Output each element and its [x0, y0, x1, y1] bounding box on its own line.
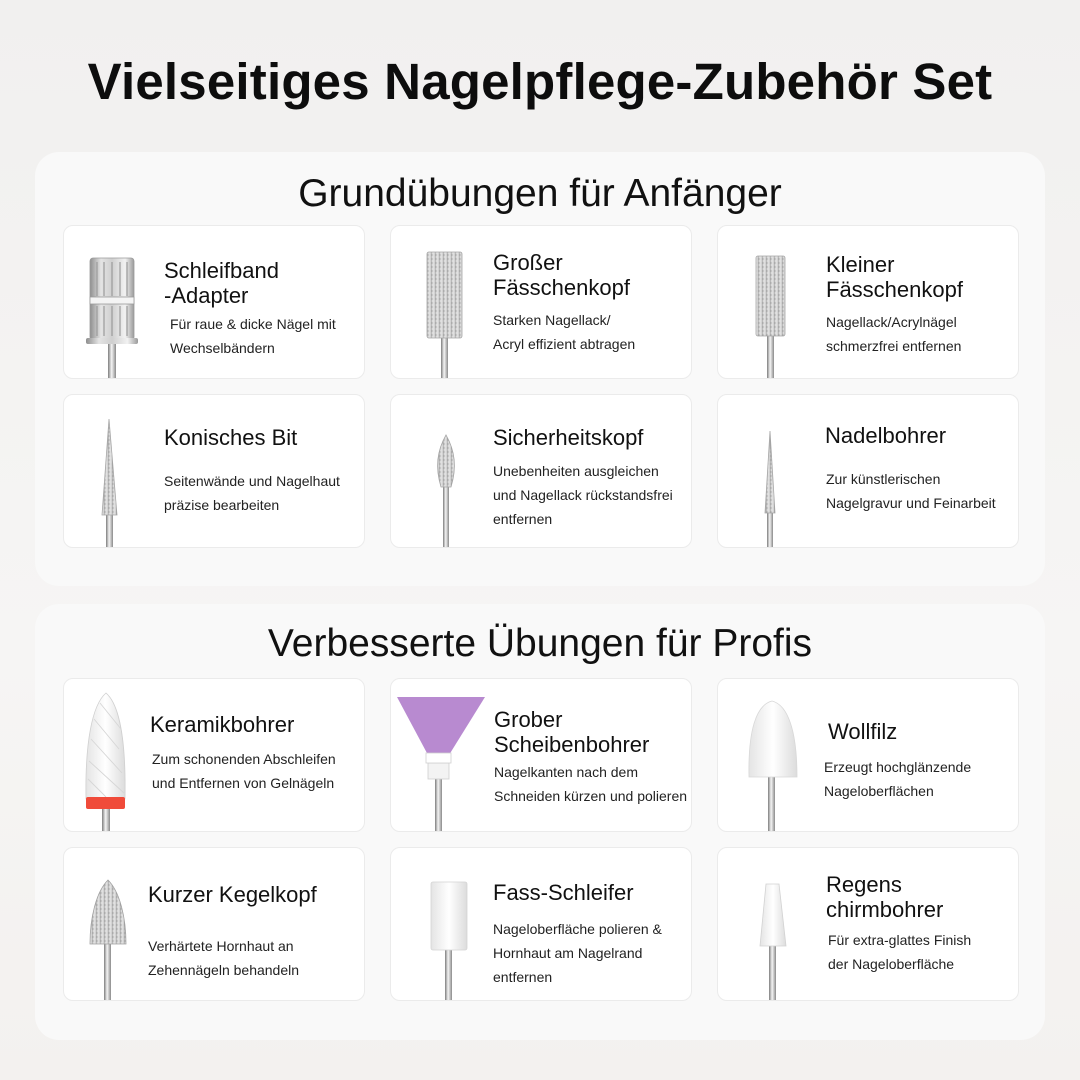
section-heading: Grundübungen für Anfänger — [298, 172, 782, 215]
product-name: Schleifband -Adapter — [164, 258, 279, 308]
product-description: Nageloberfläche polieren & Hornhaut am Nagelrand entfernen — [493, 921, 662, 985]
product-description: Für raue & dicke Nägel mit Wechselbändern — [170, 316, 336, 356]
product-name: Nadelbohrer — [825, 423, 947, 448]
product-name: Großer Fässchenkopf — [493, 250, 630, 300]
coarse-disc-bit-icon — [391, 679, 487, 832]
large-barrel-bit-icon — [391, 226, 487, 379]
section-beginner — [35, 152, 1045, 586]
product-name: Grober Scheibenbohrer — [494, 707, 650, 757]
small-barrel-bit-icon — [718, 226, 814, 379]
product-name: Kleiner Fässchenkopf — [826, 252, 963, 302]
product-description: Nagelkanten nach dem Schneiden kürzen und polieren — [494, 764, 688, 804]
product-description: Nagellack/Acrylnägel schmerzfrei entfernen — [826, 314, 962, 354]
product-description: Unebenheiten ausgleichen und Nagellack rückstandsfrei entfernen — [493, 463, 673, 527]
safety-bit-icon — [391, 395, 487, 548]
product-card — [717, 225, 1019, 379]
sanding-band-mandrel-icon — [64, 226, 160, 379]
product-name: Fass-Schleifer — [493, 880, 634, 905]
cone-bit-icon — [64, 395, 160, 548]
ceramic-bit-icon — [64, 679, 160, 832]
product-card — [717, 678, 1019, 832]
product-description: Starken Nagellack/ Acryl effizient abtragen — [493, 312, 636, 352]
product-name: Konisches Bit — [164, 425, 298, 450]
product-name: Keramikbohrer — [150, 712, 295, 737]
product-card — [717, 394, 1019, 548]
product-card — [63, 847, 365, 1001]
umbrella-bit-icon — [718, 848, 814, 1001]
section-heading: Verbesserte Übungen für Profis — [267, 622, 813, 665]
product-card — [390, 847, 692, 1001]
product-description: Für extra-glattes Finish der Nageloberfläche — [828, 932, 972, 972]
wool-felt-bit-icon — [718, 679, 814, 832]
product-card — [63, 678, 365, 832]
product-card — [390, 678, 692, 832]
short-cone-bit-icon — [64, 848, 160, 1001]
product-name: Sicherheitskopf — [493, 425, 644, 450]
section-professional — [35, 604, 1045, 1040]
product-description: Verhärtete Hornhaut an Zehennägeln behandeln — [148, 938, 300, 978]
product-description: Zum schonenden Abschleifen und Entfernen von Gelnägeln — [152, 751, 336, 791]
product-name: Regens chirmbohrer — [826, 872, 944, 922]
barrel-polisher-icon — [391, 848, 487, 1001]
product-card — [63, 225, 365, 379]
product-name: Kurzer Kegelkopf — [148, 882, 317, 907]
product-description: Erzeugt hochglänzende Nageloberflächen — [824, 759, 972, 799]
product-description: Seitenwände und Nagelhaut präzise bearbeiten — [164, 473, 340, 513]
product-card — [390, 394, 692, 548]
needle-bit-icon — [718, 395, 814, 548]
product-card — [63, 394, 365, 548]
page-title: Vielseitiges Nagelpflege-Zubehör Set — [87, 53, 993, 110]
product-card — [390, 225, 692, 379]
product-card — [717, 847, 1019, 1001]
product-name: Wollfilz — [828, 719, 898, 744]
product-description: Zur künstlerischen Nagelgravur und Feinarbeit — [826, 471, 996, 511]
